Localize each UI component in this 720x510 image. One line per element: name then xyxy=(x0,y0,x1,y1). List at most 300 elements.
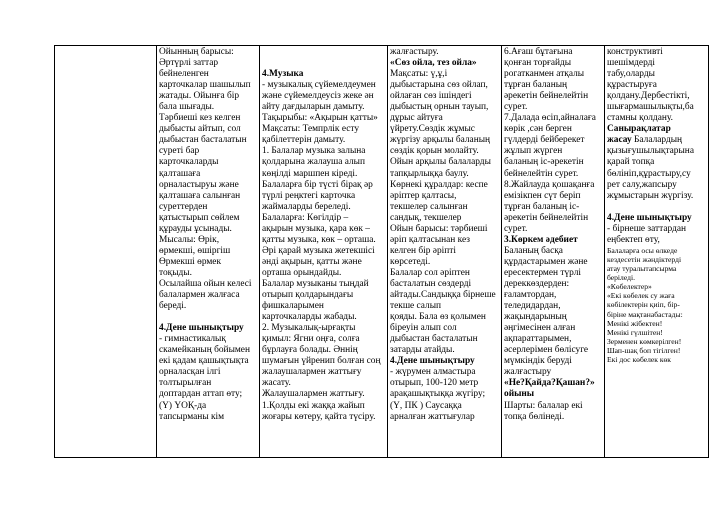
text-line xyxy=(607,180,706,191)
text-segment: көбілектерін қиіп, бір- xyxy=(607,300,680,310)
text-segment: мүмкіндік беруді xyxy=(504,356,572,367)
table-cell-3 xyxy=(260,46,388,458)
text-line xyxy=(159,135,257,146)
text-line xyxy=(262,345,385,356)
text-line xyxy=(504,312,602,323)
text-line xyxy=(262,367,385,378)
text-line xyxy=(390,224,499,235)
text-segment: дереккөздерден: xyxy=(504,278,570,289)
text-segment: ақырын музыка, қара көк – xyxy=(262,223,370,234)
text-line xyxy=(262,69,385,80)
text-line xyxy=(159,169,257,180)
text-line xyxy=(390,412,499,423)
text-line xyxy=(262,246,385,257)
text-line xyxy=(504,135,602,146)
text-segment: әріп қалтасынан кез xyxy=(390,234,470,245)
text-line xyxy=(390,257,499,268)
text-segment: шығармашылықты,ба xyxy=(607,102,694,113)
text-segment: текшелер салынған xyxy=(390,201,468,212)
text-segment: бейнеленген xyxy=(159,69,209,80)
text-segment: баланың іс-әрекетін xyxy=(504,157,584,168)
text-line xyxy=(390,146,499,157)
text-segment: шешімдерді xyxy=(607,58,656,69)
text-segment: әріптер қалтасы, xyxy=(390,190,457,201)
text-line xyxy=(390,113,499,124)
text-segment: орналасқан ілгі xyxy=(159,367,221,378)
text-line xyxy=(262,412,385,423)
text-line xyxy=(390,356,499,367)
text-segment: толтырылған xyxy=(159,378,212,389)
text-segment: қабілеттерін дамыту. xyxy=(262,135,346,146)
text-line xyxy=(607,124,706,135)
text-line xyxy=(390,268,499,279)
text-segment: Мақсаты: ү,ұ,і xyxy=(390,69,448,80)
text-segment: және сүйемелдеусіз жеке ән xyxy=(262,91,374,102)
text-line xyxy=(262,235,385,246)
text-line xyxy=(607,58,706,69)
text-segment: суреттерден xyxy=(159,201,208,212)
text-line xyxy=(504,124,602,135)
text-line xyxy=(390,191,499,202)
text-segment: ғаламтордан, xyxy=(504,290,557,301)
text-segment: Баланың басқа xyxy=(504,245,563,256)
text-line xyxy=(504,91,602,102)
text-segment: еңбектеп өту, xyxy=(607,234,660,245)
text-segment: сөздік қорын молайту. xyxy=(390,146,479,157)
text-line xyxy=(607,310,706,319)
text-segment: 6.Ағаш бұтағына xyxy=(504,47,573,57)
text-line xyxy=(607,169,706,180)
text-segment: Өрмекші өрмек xyxy=(159,256,222,267)
table-cell-1 xyxy=(55,46,157,458)
text-segment: - жүрумен алмастыра xyxy=(390,367,476,378)
table-cell-5 xyxy=(502,46,605,458)
text-segment: қалташаға xyxy=(159,168,201,179)
text-segment: тапқырлыққа баулу. xyxy=(390,168,469,179)
text-segment: жалғастыру. xyxy=(390,47,439,57)
text-segment: тұрған баланың xyxy=(504,80,568,91)
text-line xyxy=(159,345,257,356)
text-segment: карточкаларды xyxy=(159,157,219,168)
text-line xyxy=(607,346,706,355)
text-segment: - гимнастикалық xyxy=(159,334,226,345)
text-line xyxy=(262,180,385,191)
text-segment: теледидардан, xyxy=(504,301,561,312)
text-line xyxy=(390,312,499,323)
text-segment: қатыстырып сөйлем xyxy=(159,212,240,223)
text-line xyxy=(504,202,602,213)
text-line xyxy=(607,157,706,168)
text-line xyxy=(262,91,385,102)
text-segment: сурет. xyxy=(504,223,528,234)
text-segment: қатты музыка, көк – орташа. xyxy=(262,234,376,245)
text-line xyxy=(159,301,257,312)
text-segment: әңгімесінен алған xyxy=(504,323,576,334)
text-segment: біреуін алып сол xyxy=(390,323,457,334)
text-segment: үйрету.Сөздік жұмыс xyxy=(390,124,475,135)
text-line xyxy=(504,113,602,124)
text-segment: сандық, текшелер xyxy=(390,212,462,223)
text-line xyxy=(390,290,499,301)
text-segment: дыбыстан басталатын xyxy=(390,334,478,345)
text-line xyxy=(159,69,257,80)
text-line xyxy=(390,69,499,80)
text-segment: 8.Жайлауда қошақанға xyxy=(504,179,595,190)
text-segment: доптардан аттап өту; xyxy=(159,389,243,400)
text-segment: тоқыды. xyxy=(159,267,192,278)
text-line xyxy=(607,282,706,291)
text-line xyxy=(390,47,499,58)
text-line xyxy=(504,191,602,202)
text-segment: Балалар музыканы тыңдай xyxy=(262,278,369,289)
text-line xyxy=(504,224,602,235)
text-segment: Балаларға осы өлкеде xyxy=(607,245,678,255)
text-line xyxy=(159,323,257,334)
text-line xyxy=(159,180,257,191)
text-segment: отырып қолдарындағы xyxy=(262,290,354,301)
text-line xyxy=(159,290,257,301)
text-segment: ақпараттарымен, xyxy=(504,334,572,345)
text-segment: қалташаға салынған xyxy=(159,190,241,201)
text-line xyxy=(607,47,706,58)
text-segment: көңілді маршпен кіреді. xyxy=(262,168,358,179)
text-segment: жұмыстарын жүргізу. xyxy=(607,190,694,201)
text-segment: әсерлерімен бөлісуге xyxy=(504,345,589,356)
text-segment: атау туралытапсырма xyxy=(607,264,677,274)
text-line xyxy=(159,279,257,290)
text-line xyxy=(262,124,385,135)
text-line xyxy=(607,246,706,255)
text-line xyxy=(504,401,602,412)
text-line xyxy=(607,113,706,124)
text-line xyxy=(390,323,499,334)
text-segment: орналастыруы және xyxy=(159,179,239,190)
text-line xyxy=(504,345,602,356)
text-segment: арналған жаттығулар xyxy=(390,411,475,422)
text-line xyxy=(159,268,257,279)
text-line xyxy=(262,169,385,180)
text-line xyxy=(504,356,602,367)
text-segment: Көрнекі құралдар: кеспе xyxy=(390,179,488,190)
text-line xyxy=(390,378,499,389)
text-segment: ойыны xyxy=(504,389,535,400)
text-segment: 4.Дене шынықтыру xyxy=(390,356,475,367)
text-segment: 4.Музыка xyxy=(262,69,304,80)
text-segment: көрсетеді. xyxy=(390,256,431,267)
text-segment: суреті бар xyxy=(159,146,200,157)
text-line xyxy=(607,291,706,300)
text-line xyxy=(390,213,499,224)
text-segment: (Ү) ҮОҚ-да xyxy=(159,400,207,411)
text-segment: Менікі жібектен! xyxy=(607,318,663,328)
text-line xyxy=(607,224,706,235)
text-line xyxy=(159,213,257,224)
text-segment: айту дағдыларын дамыту. xyxy=(262,102,365,113)
text-line xyxy=(262,224,385,235)
text-segment: Шап-шақ боп тігілген! xyxy=(607,345,681,355)
text-line xyxy=(504,367,602,378)
text-line xyxy=(262,58,385,69)
text-segment: Мақсаты: Темпрлік есту xyxy=(262,124,360,135)
text-line xyxy=(390,389,499,400)
text-line xyxy=(607,355,706,364)
text-line xyxy=(504,246,602,257)
text-line xyxy=(390,124,499,135)
text-segment: Балаларға: Көгілдір – xyxy=(262,212,349,223)
text-segment: Санырақлатар xyxy=(607,124,671,135)
text-line xyxy=(159,312,257,323)
text-segment: біріне мақтанабастады: xyxy=(607,309,683,319)
text-segment: гүлдерді бейберекет xyxy=(504,135,585,146)
text-line xyxy=(607,264,706,273)
text-segment: затарды атайды. xyxy=(390,345,455,356)
text-line xyxy=(159,91,257,102)
text-line xyxy=(607,273,706,282)
text-segment: тапсырманы кім xyxy=(159,411,225,422)
text-segment: конструктивті xyxy=(607,47,663,57)
text-segment: қарай топқа xyxy=(607,157,655,168)
text-segment: жатады. Ойынға бір xyxy=(159,91,240,102)
text-line xyxy=(159,58,257,69)
text-line xyxy=(504,69,602,80)
text-line xyxy=(262,279,385,290)
text-line xyxy=(262,323,385,334)
text-segment: жалғастыру xyxy=(504,367,552,378)
text-segment: балалармен жалғаса xyxy=(159,290,240,301)
text-line xyxy=(607,337,706,346)
text-line xyxy=(159,102,257,113)
text-line xyxy=(262,213,385,224)
text-segment: Балалардың xyxy=(631,135,683,146)
text-segment: «Көбелектер» xyxy=(607,282,652,292)
text-segment: 1. Балалар музыка залына xyxy=(262,146,366,157)
text-line xyxy=(159,389,257,400)
text-line xyxy=(262,102,385,113)
text-line xyxy=(607,319,706,328)
text-line xyxy=(159,367,257,378)
text-line xyxy=(504,334,602,345)
text-segment: ересектермен түрлі xyxy=(504,267,582,278)
text-line xyxy=(159,47,257,58)
text-line xyxy=(159,113,257,124)
text-segment: 4.Дене шынықтыру xyxy=(607,212,692,223)
text-segment: топқа бөлінеді. xyxy=(504,411,565,422)
text-segment: 7.Далада өсіп,айналаға xyxy=(504,113,596,124)
text-segment: орташа орындайды. xyxy=(262,267,342,278)
text-line xyxy=(607,300,706,309)
text-line xyxy=(504,58,602,69)
text-line xyxy=(504,301,602,312)
text-segment: арақашықтыққа жүгіру; xyxy=(390,389,486,400)
text-segment: екі қадам қашықтықта xyxy=(159,356,249,367)
text-line xyxy=(262,334,385,345)
text-line xyxy=(159,356,257,367)
text-line xyxy=(159,378,257,389)
text-line xyxy=(504,47,602,58)
text-segment: кездесетін жәндіктерді xyxy=(607,254,682,264)
text-line xyxy=(390,301,499,312)
text-segment: Осылайша ойын келесі xyxy=(159,278,252,289)
text-line xyxy=(390,180,499,191)
text-segment: отырып, 100-120 метр xyxy=(390,378,479,389)
text-line xyxy=(262,290,385,301)
text-line xyxy=(504,146,602,157)
text-line xyxy=(262,301,385,312)
text-line xyxy=(262,202,385,213)
text-line xyxy=(159,246,257,257)
text-segment: қимыл: Ягни оңға, солға xyxy=(262,334,360,345)
text-line xyxy=(607,255,706,264)
text-segment: жақындарының xyxy=(504,312,567,323)
text-segment: құрдастарымен және xyxy=(504,256,588,267)
text-line xyxy=(159,80,257,91)
text-line xyxy=(390,91,499,102)
text-segment: стамны қолдану. xyxy=(607,113,673,124)
text-segment: қолдану.Дербестікті, xyxy=(607,91,690,102)
text-line xyxy=(504,412,602,423)
text-line xyxy=(159,202,257,213)
text-segment: шумағын үйренип болған соң xyxy=(262,356,381,367)
text-line xyxy=(262,113,385,124)
text-segment: Ойын барысы: тәрбиеші xyxy=(390,223,488,234)
text-line xyxy=(390,157,499,168)
text-segment: Әрі қарай музыка жетекшісі xyxy=(262,245,375,256)
text-line xyxy=(262,312,385,323)
text-line xyxy=(159,401,257,412)
text-line xyxy=(504,290,602,301)
text-segment: ойлаған сөз ішіндегі xyxy=(390,91,472,102)
text-segment: келген бір әріпті xyxy=(390,245,456,256)
text-line xyxy=(504,323,602,334)
text-line xyxy=(262,268,385,279)
text-line xyxy=(607,235,706,246)
text-line xyxy=(504,80,602,91)
text-line xyxy=(607,135,706,146)
text-line xyxy=(504,169,602,180)
text-line xyxy=(262,389,385,400)
text-line xyxy=(262,146,385,157)
text-line xyxy=(159,191,257,202)
text-line xyxy=(262,47,385,58)
text-segment: Екі дос көбелек көк xyxy=(607,354,671,364)
text-line xyxy=(159,224,257,235)
text-line xyxy=(390,334,499,345)
text-segment: дыбыстан басталатын xyxy=(159,135,247,146)
text-segment: Зерменен көмкерілген! xyxy=(607,336,682,346)
text-segment: рет салу,жапсыру xyxy=(607,179,677,190)
text-segment: Тәрбиеші кез келген xyxy=(159,113,241,124)
text-segment: карточкалар шашылып xyxy=(159,80,251,91)
table-cell-2 xyxy=(157,46,260,458)
text-line xyxy=(262,191,385,202)
text-segment: дыбысты айтып, сол xyxy=(159,124,241,135)
table-cell-4 xyxy=(388,46,502,458)
text-segment: тұрған баланың іс- xyxy=(504,201,580,212)
text-line xyxy=(390,401,499,412)
text-line xyxy=(504,279,602,290)
text-segment: сурет. xyxy=(504,102,528,113)
text-segment: Ойын арқылы балаларды xyxy=(390,157,491,168)
text-line xyxy=(159,124,257,135)
text-segment: жасату. xyxy=(262,378,291,389)
text-segment: Балалар сол әріптен xyxy=(390,267,470,278)
text-line xyxy=(390,246,499,257)
text-segment: жаймаларды береледі. xyxy=(262,201,351,212)
text-line xyxy=(159,412,257,423)
text-segment: скамейканың бойымен xyxy=(159,345,250,356)
text-segment: басталатын сөздерді xyxy=(390,278,472,289)
text-line xyxy=(262,80,385,91)
text-line xyxy=(390,135,499,146)
text-line xyxy=(607,146,706,157)
text-line xyxy=(504,102,602,113)
text-segment: құрауды ұсынады. xyxy=(159,223,232,234)
text-line xyxy=(390,235,499,246)
text-segment: текше салып xyxy=(390,301,442,312)
text-line xyxy=(390,80,499,91)
text-line xyxy=(504,378,602,389)
text-segment: Әртүрлі заттар xyxy=(159,58,219,69)
text-line xyxy=(262,401,385,412)
text-line xyxy=(607,69,706,80)
text-segment: жүргізу арқылы баланың xyxy=(390,135,491,146)
text-segment: Мысалы: Өрік, xyxy=(159,234,220,245)
text-segment: 1.Қолды екі жаққа жайып xyxy=(262,400,365,411)
text-segment: «Не?Қайда?Қашан?» xyxy=(504,378,595,389)
text-segment: қояды. Бала өз қолымен xyxy=(390,312,486,323)
text-segment: 2. Музыкалық-ырғақты xyxy=(262,323,356,334)
text-segment: айтады.Сандыққа бірнеше xyxy=(390,290,496,301)
table-row xyxy=(55,46,709,458)
lesson-plan-table xyxy=(54,45,709,458)
text-segment: бейнелейтін сурет. xyxy=(504,168,579,179)
text-segment: (Ү, ПК ) Саусаққа xyxy=(390,400,462,411)
text-line xyxy=(504,257,602,268)
text-line xyxy=(390,58,499,69)
text-line xyxy=(504,268,602,279)
text-segment: 3.Көркем әдебиет xyxy=(504,234,578,245)
text-line xyxy=(607,80,706,91)
text-segment: қолдарына жалауша алып xyxy=(262,157,365,168)
text-line xyxy=(159,334,257,345)
text-line xyxy=(262,157,385,168)
text-segment: табу,оларды xyxy=(607,69,655,80)
text-line xyxy=(159,257,257,268)
text-line xyxy=(607,202,706,213)
text-line xyxy=(390,279,499,290)
text-segment: бөлініп,құрастыру,су xyxy=(607,168,691,179)
text-segment: - бірнеше заттардан xyxy=(607,223,687,234)
text-line xyxy=(607,102,706,113)
text-line xyxy=(390,367,499,378)
text-segment: дыбыстарына сөз ойлап, xyxy=(390,80,488,91)
text-segment: Тақырыбы: «Ақырын қатты» xyxy=(262,113,378,124)
text-line xyxy=(390,102,499,113)
text-segment: беріледі. xyxy=(607,273,635,283)
text-segment: әрекетін бейнелейтін xyxy=(504,212,589,223)
text-line xyxy=(159,235,257,246)
text-segment: жұлып жүрген xyxy=(504,146,563,157)
text-segment: қызығушылықтарына xyxy=(607,146,694,157)
text-segment: береді. xyxy=(159,301,187,312)
text-segment: жоғары көтеру, қайта түсіру. xyxy=(262,411,376,422)
text-segment: құрастыруға xyxy=(607,80,657,91)
text-segment: - музыкалық сүйемелдеумен xyxy=(262,80,376,91)
text-segment: Жалаушалармен жаттығу. xyxy=(262,389,365,400)
text-line xyxy=(159,146,257,157)
text-segment: әнді ақырын, қатты және xyxy=(262,256,362,267)
text-segment: көрік ,сән берген xyxy=(504,124,572,135)
